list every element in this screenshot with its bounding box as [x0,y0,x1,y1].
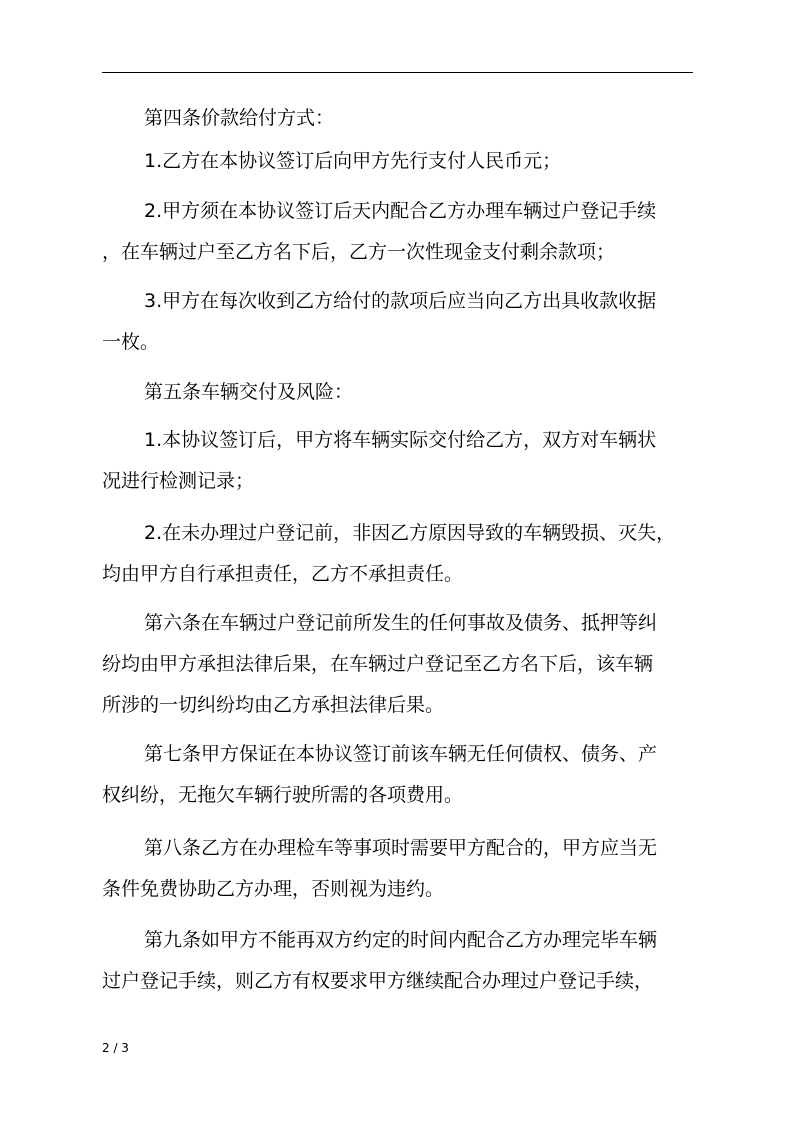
paragraph-article-5-item-1 [102,420,693,502]
paragraph-article-5 [102,372,693,413]
paragraph-article-4 [102,98,693,139]
paragraph-line: 纷均由甲方承担法律后果，在车辆过户登记至乙方名下后，该车辆 [102,653,654,675]
paragraph-article-6 [102,603,693,726]
paragraph-line: ，在车辆过户至乙方名下后，乙方一次性现金支付剩余款项； [102,241,616,263]
paragraph-line: 第四条价款给付方式： [144,107,335,129]
paragraph-line: 第七条甲方保证在本协议签订前该车辆无任何债权、债务、产 [144,743,658,765]
paragraph-line: 第九条如甲方不能再双方约定的时间内配合乙方办理完毕车辆 [144,929,658,951]
page-number: 2 / 3 [102,1041,129,1055]
paragraph-article-9 [102,920,693,1002]
paragraph-article-4-item-2 [102,191,693,273]
paragraph-line: 2.在未办理过户登记前，非因乙方原因导致的车辆毁损、灭失， [144,522,676,544]
paragraph-line: 第八条乙方在办理检车等事项时需要甲方配合的，甲方应当无 [144,837,658,859]
paragraph-line: 条件免费协助乙方办理，否则视为违约。 [102,878,445,900]
paragraph-article-4-item-1 [102,141,693,182]
header-rule [102,72,693,73]
paragraph-line: 第五条车辆交付及风险： [144,381,354,403]
paragraph-line: 3.甲方在每次收到乙方给付的款项后应当向乙方出具收款收据 [144,290,657,312]
paragraph-line: 1.本协议签订后，甲方将车辆实际交付给乙方，双方对车辆状 [144,429,657,451]
paragraph-line: 第六条在车辆过户登记前所发生的任何事故及债务、抵押等纠 [144,612,658,634]
paragraph-line: 2.甲方须在本协议签订后天内配合乙方办理车辆过户登记手续 [144,200,657,222]
paragraph-line: 均由甲方自行承担责任，乙方不承担责任。 [102,563,464,585]
paragraph-line: 一枚。 [102,331,160,353]
paragraph-line: 况进行检测记录； [102,470,255,492]
paragraph-line: 所涉的一切纠纷均由乙方承担法律后果。 [102,694,445,716]
paragraph-article-4-item-3 [102,281,693,363]
paragraph-line: 1.乙方在本协议签订后向甲方先行支付人民币元； [144,150,562,172]
paragraph-article-8 [102,828,693,910]
paragraph-line: 权纠纷，无拖欠车辆行驶所需的各项费用。 [102,784,464,806]
paragraph-line: 过户登记手续，则乙方有权要求甲方继续配合办理过户登记手续， [102,970,654,992]
paragraph-article-7 [102,734,693,816]
paragraph-article-5-item-2 [102,513,693,595]
